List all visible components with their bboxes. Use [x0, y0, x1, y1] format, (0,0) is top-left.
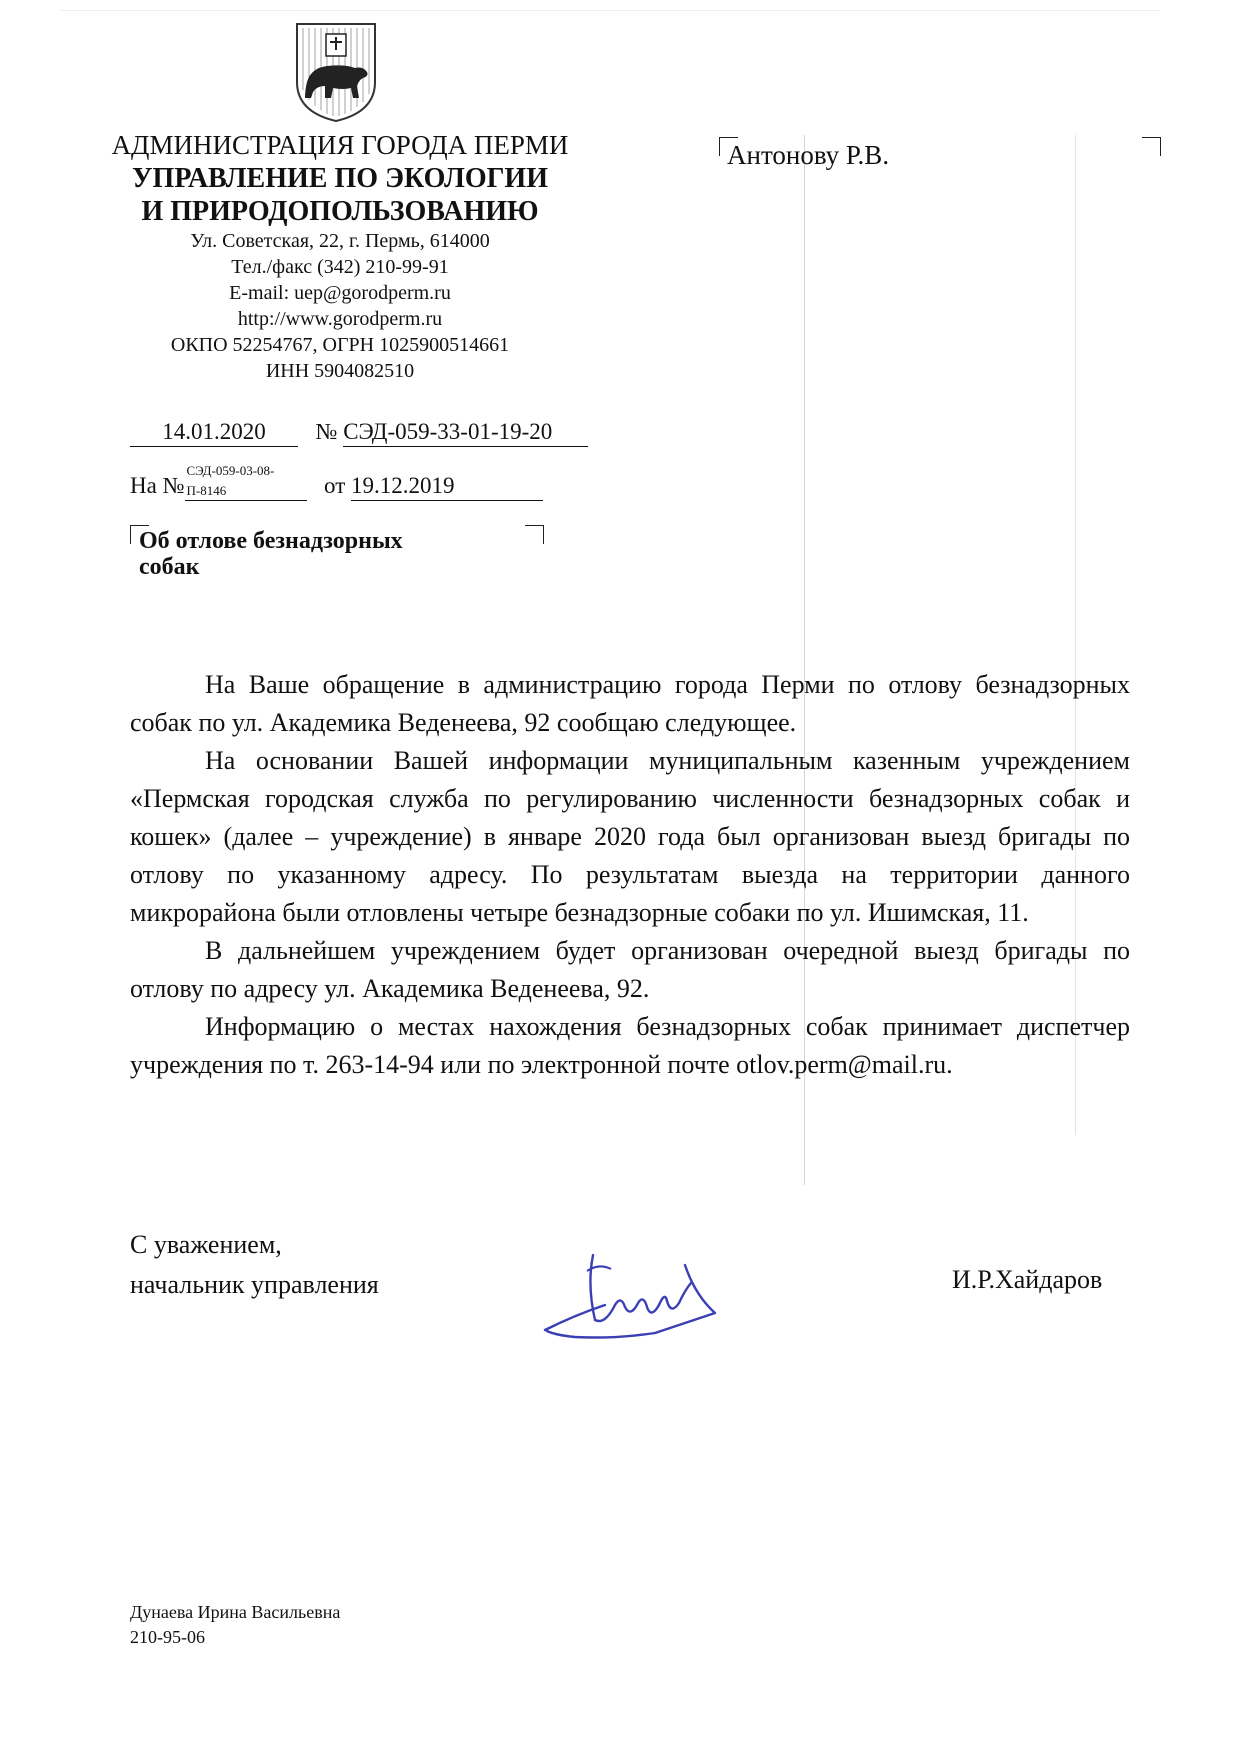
paragraph: В дальнейшем учреждением будет организован очередной выезд бригады по отлову по адресу ул. Академика Веденеева, 92. [130, 936, 1130, 1003]
address: Ул. Советская, 22, г. Пермь, 614000 [190, 230, 490, 252]
signer-name: И.Р.Хайдаров [952, 1265, 1103, 1294]
corner-mark [1142, 137, 1161, 156]
number-sign: № [315, 419, 338, 444]
paragraph: На Ваше обращение в администрацию города Перми по отлову безнадзорных собак по ул. Академика Веденеева, 92 сообщаю следующее. [130, 670, 1130, 737]
paragraph: На основании Вашей информации муниципальным казенным учреждением «Пермская городская служба по регулированию численности безнадзорных собак и кошек» (далее – учреждение) в январе 2020 года был организован выезд бригады по отлову по указанному адресу. По результатам выезда на территории данного микрорайона были отловлены четыре безнадзорные собаки по ул. Ишимская, 11. [130, 746, 1130, 927]
from-prefix: от [324, 473, 346, 498]
document-number: СЭД-059-33-01-19-20 [343, 418, 588, 447]
paragraph: Информацию о местах нахождения безнадзорных собак принимает диспетчер учреждения по т. 263-14-94 или по электронной почте otlov.perm@mail.ru. [130, 1012, 1130, 1079]
phone-fax: Тел./факс (342) 210-99-91 [231, 256, 449, 278]
reply-line [130, 463, 543, 501]
addressee: Антонову Р.В. [727, 140, 890, 170]
closing [130, 1225, 379, 1305]
closing-greeting: С уважением, [130, 1230, 282, 1259]
organization-name: АДМИНИСТРАЦИЯ ГОРОДА ПЕРМИ [111, 130, 569, 160]
website: http://www.gorodperm.ru [237, 308, 443, 330]
subject-line: Об отлове безнадзорных [139, 528, 403, 554]
email: E-mail: uep@gorodperm.ru [229, 282, 451, 304]
department-name-line: И ПРИРОДОПОЛЬЗОВАНИЮ [141, 196, 539, 227]
executor-phone: 210-95-06 [130, 1627, 205, 1647]
scan-line [60, 10, 1160, 11]
executor-info [130, 1600, 340, 1650]
letter-subject [139, 528, 539, 580]
executor-name: Дунаева Ирина Васильевна [130, 1602, 341, 1622]
reply-date: 19.12.2019 [351, 472, 543, 501]
subject-line: собак [139, 554, 200, 580]
okpo-ogrn: ОКПО 52254767, ОГРН 1025900514661 [170, 334, 510, 356]
registration-line [130, 418, 588, 447]
signer-title: начальник управления [130, 1270, 379, 1299]
reply-number-bottom: П-8146 [186, 483, 227, 498]
handwritten-signature [535, 1235, 735, 1345]
department-name [60, 162, 620, 228]
reply-number [185, 463, 307, 501]
perm-coat-of-arms-icon [293, 20, 379, 124]
department-name-line: УПРАВЛЕНИЕ ПО ЭКОЛОГИИ [131, 163, 548, 194]
organization-contacts [60, 228, 620, 384]
reply-number-top: СЭД-059-03-08- [186, 463, 275, 478]
document-date: 14.01.2020 [130, 418, 298, 447]
reply-prefix: На № [130, 473, 185, 498]
inn: ИНН 5904082510 [265, 360, 415, 382]
letter-body [130, 666, 1130, 1084]
